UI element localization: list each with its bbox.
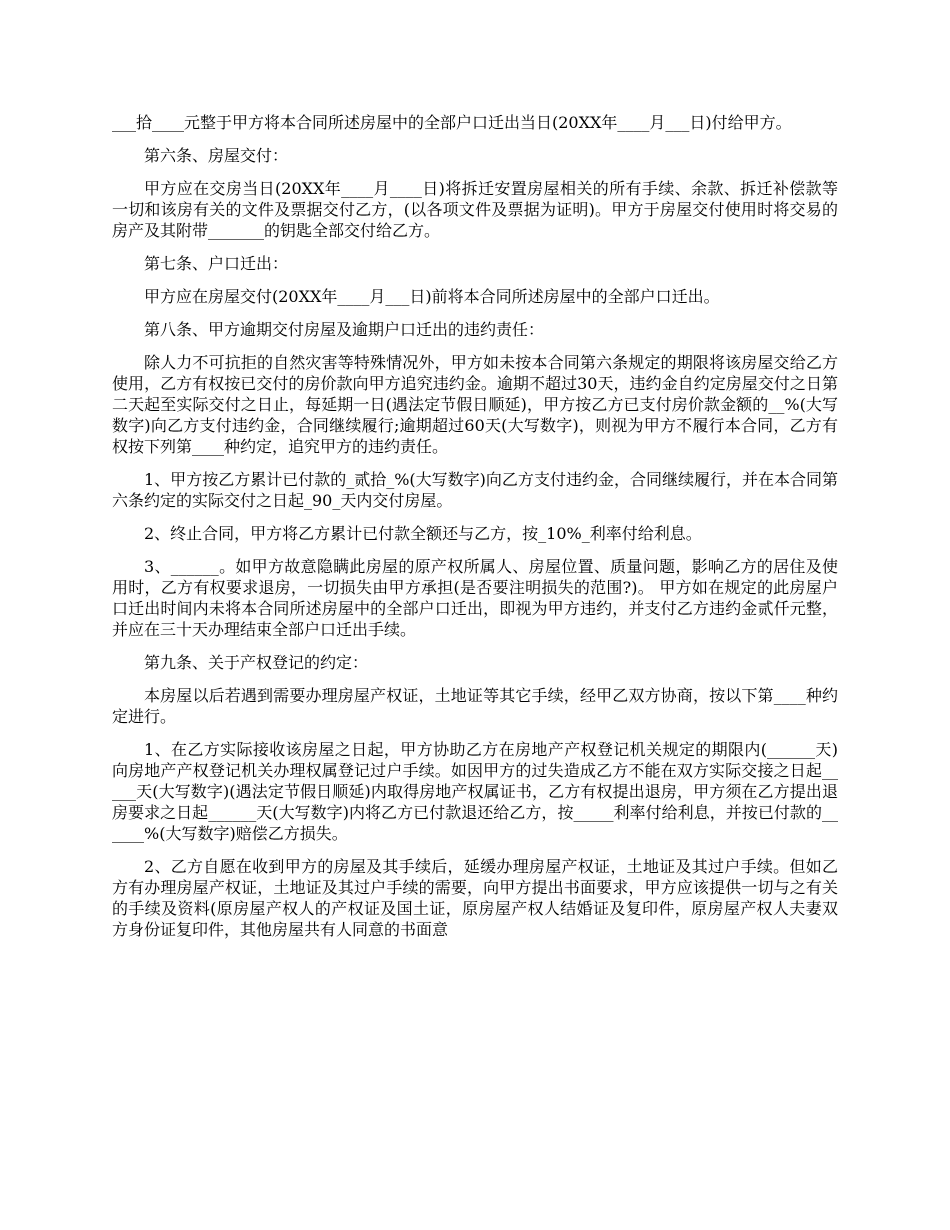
heading-article-6-house-delivery: 第六条、房屋交付： xyxy=(144,146,289,165)
heading-article-8-breach-liability: 第八条、甲方逾期交付房屋及逾期户口迁出的违约责任： xyxy=(144,320,545,339)
paragraph-article-8-item-3: 3、______。如甲方故意隐瞒此房屋的原产权所属人、房屋位置、质量问题，影响乙方的居住及使用时，乙方有权要求退房，一切损失由甲方承担(是否要注明损失的范围?)。 甲方如在规定的此房屋户口迁出时间内未将本合同所述房屋中的全部户口迁出，即视为甲方违约，并支付乙方违约金贰仟元整，并应在三十天办理结束全部户口迁出手续。 xyxy=(112,557,838,639)
paragraph-article-9-body: 本房屋以后若遇到需要办理房屋产权证，土地证等其它手续，经甲乙双方协商，按以下第____种约定进行。 xyxy=(112,686,838,726)
heading-article-7-hukou-transfer: 第七条、户口迁出： xyxy=(144,254,289,273)
paragraph-article-9-item-1: 1、在乙方实际接收该房屋之日起，甲方协助乙方在房地产产权登记机关规定的期限内(______天)向房地产产权登记机关办理权属登记过户手续。如因甲方的过失造成乙方不能在双方实际交接之日起_____天(大写数字)(遇法定节假日顺延)内取得房地产权属证书，乙方有权提出退房，甲方须在乙方提出退房要求之日起______天(大写数字)内将乙方已付款退还给乙方，按_____利率付给利息，并按已付款的______%(大写数字)赔偿乙方损失。 xyxy=(112,740,838,843)
paragraph-payment-continuation: ___拾____元整于甲方将本合同所述房屋中的全部户口迁出当日(20XX年____月___日)付给甲方。 xyxy=(112,113,792,132)
paragraph-article-8-body: 除人力不可抗拒的自然灾害等特殊情况外，甲方如未按本合同第六条规定的期限将该房屋交给乙方使用，乙方有权按已交付的房价款向甲方追究违约金。逾期不超过30天，违约金自约定房屋交付之日第二天起至实际交付之日止，每延期一日(遇法定节假日顺延)，甲方按乙方已支付房价款金额的__%(大写数字)向乙方支付违约金，合同继续履行;逾期超过60天(大写数字)，则视为甲方不履行本合同，乙方有权按下列第____种约定，追究甲方的违约责任。 xyxy=(112,353,838,456)
paragraph-article-8-item-2: 2、终止合同，甲方将乙方累计已付款全额还与乙方，按_10%_利率付给利息。 xyxy=(144,524,702,543)
paragraph-article-7-body: 甲方应在房屋交付(20XX年____月___日)前将本合同所述房屋中的全部户口迁出。 xyxy=(144,287,720,306)
paragraph-article-9-item-2: 2、乙方自愿在收到甲方的房屋及其手续后，延缓办理房屋产权证，土地证及其过户手续。但如乙方有办理房屋产权证，土地证及其过户手续的需要，向甲方提出书面要求，甲方应该提供一切与之有关的手续及资料(原房屋产权人的产权证及国土证，原房屋产权人结婚证及复印件，原房屋产权人夫妻双方身份证复印件，其他房屋共有人同意的书面意 xyxy=(112,857,838,939)
paragraph-article-6-body: 甲方应在交房当日(20XX年____月____日)将拆迁安置房屋相关的所有手续、余款、拆迁补偿款等一切和该房有关的文件及票据交付乙方，(以各项文件及票据为证明)。甲方于房屋交付使用时将交易的房产及其附带_______的钥匙全部交付给乙方。 xyxy=(112,179,838,240)
heading-article-9-property-registration: 第九条、关于产权登记的约定： xyxy=(144,653,369,672)
paragraph-article-8-item-1: 1、甲方按乙方累计已付款的_贰拾_%(大写数字)向乙方支付违约金，合同继续履行，并在本合同第六条约定的实际交付之日起_90_天内交付房屋。 xyxy=(112,470,838,510)
